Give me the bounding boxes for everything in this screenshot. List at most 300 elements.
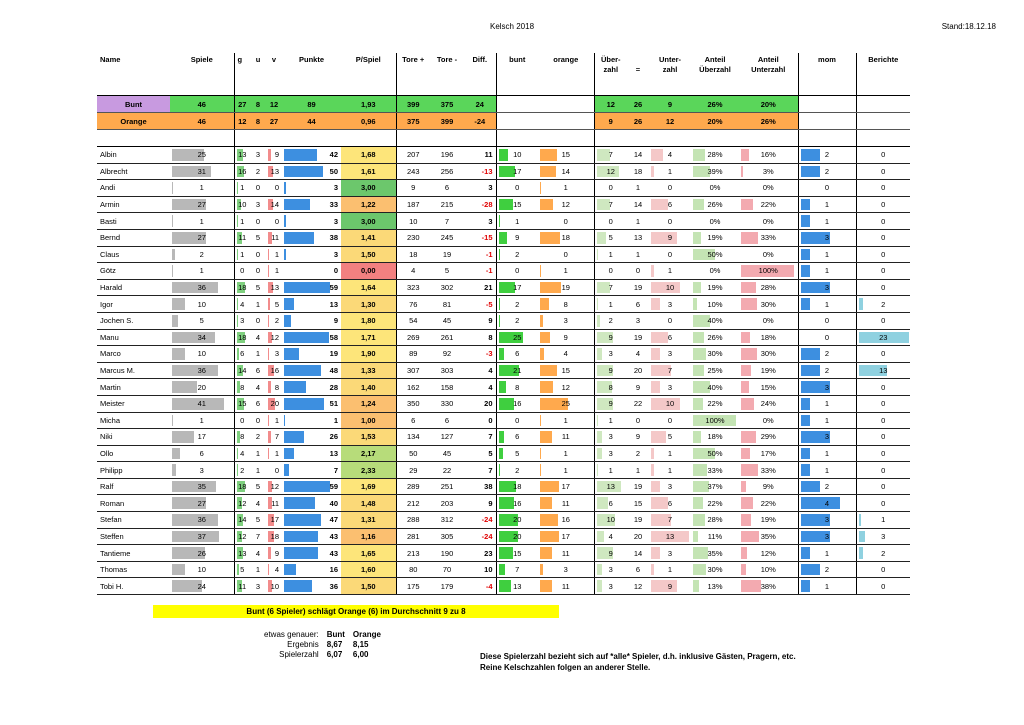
player-unterzahl-value: 4 bbox=[667, 150, 673, 160]
player-equal-value: 1 bbox=[635, 183, 641, 193]
player-mom bbox=[798, 229, 856, 246]
player-equal bbox=[627, 412, 649, 429]
player-anteil-unterzahl-bar bbox=[741, 381, 749, 393]
player-anteil-unterzahl-value: 35% bbox=[760, 531, 776, 541]
player-anteil-ueberzahl bbox=[691, 395, 739, 412]
player-anteil-unterzahl-value: 16% bbox=[760, 150, 776, 160]
player-berichte-value: 0 bbox=[881, 166, 886, 176]
comparison-header-bunt: Bunt bbox=[326, 630, 345, 639]
player-spiele-bar bbox=[172, 564, 185, 576]
player-anteil-ueberzahl-bar bbox=[693, 431, 701, 443]
player-spiele-value: 37 bbox=[197, 531, 206, 541]
player-berichte-bar bbox=[859, 531, 866, 543]
spacer-cell bbox=[97, 130, 170, 147]
player-diff bbox=[464, 279, 496, 296]
player-mom-bar bbox=[801, 265, 811, 277]
player-punkte bbox=[282, 478, 341, 495]
team-anteil-ueberzahl-value: 26% bbox=[707, 99, 723, 109]
player-tore-plus-value: 10 bbox=[409, 216, 418, 226]
player-ueberzahl bbox=[594, 578, 627, 595]
header-row bbox=[97, 53, 910, 96]
player-g-value: 4 bbox=[240, 299, 245, 309]
player-bunt-value: 21 bbox=[513, 366, 522, 376]
player-equal bbox=[627, 296, 649, 313]
player-spiele-bar bbox=[172, 481, 216, 493]
header-unterzahl: Unter-zahl bbox=[649, 53, 691, 96]
player-punkte bbox=[282, 229, 341, 246]
player-u-value: 0 bbox=[255, 249, 261, 259]
player-unterzahl bbox=[649, 512, 691, 529]
player-tore-minus bbox=[430, 478, 464, 495]
player-anteil-unterzahl-value: 19% bbox=[760, 366, 776, 376]
player-berichte bbox=[856, 545, 910, 562]
player-anteil-unterzahl-value: 0% bbox=[762, 183, 774, 193]
player-g bbox=[234, 478, 250, 495]
player-mom-bar bbox=[801, 564, 821, 576]
player-equal bbox=[627, 478, 649, 495]
player-punkte bbox=[282, 528, 341, 545]
player-u-value: 4 bbox=[255, 498, 261, 508]
player-ueberzahl-value: 13 bbox=[606, 482, 615, 492]
player-equal-value: 19 bbox=[633, 332, 643, 342]
player-ueberzahl-bar bbox=[597, 415, 599, 427]
player-orange bbox=[538, 180, 594, 197]
player-tore-minus-value: 81 bbox=[442, 299, 452, 309]
player-row bbox=[97, 346, 910, 363]
player-u bbox=[250, 495, 266, 512]
team-berichte bbox=[856, 96, 910, 113]
player-v-value: 10 bbox=[270, 581, 279, 591]
player-v-value: 9 bbox=[274, 548, 279, 558]
player-row bbox=[97, 512, 910, 529]
player-diff bbox=[464, 379, 496, 396]
team-punkte-value: 89 bbox=[307, 99, 316, 109]
player-name bbox=[97, 229, 170, 246]
player-diff-value: 0 bbox=[488, 415, 493, 425]
player-pspiel bbox=[341, 246, 396, 263]
player-unterzahl-value: 6 bbox=[667, 498, 673, 508]
player-anteil-ueberzahl bbox=[691, 147, 739, 164]
player-anteil-ueberzahl-bar bbox=[693, 298, 697, 310]
player-anteil-ueberzahl bbox=[691, 379, 739, 396]
player-equal bbox=[627, 362, 649, 379]
team-punkte bbox=[282, 96, 341, 113]
player-spiele-value: 34 bbox=[197, 332, 206, 342]
player-u bbox=[250, 462, 266, 479]
player-unterzahl-value: 6 bbox=[667, 332, 673, 342]
team-anteil-unterzahl bbox=[739, 113, 798, 130]
team-anteil-unterzahl-value: 26% bbox=[760, 116, 776, 126]
player-name-value: Armin bbox=[100, 200, 120, 210]
spacer-cell bbox=[430, 130, 464, 147]
player-punkte-value: 16 bbox=[329, 565, 338, 575]
player-bunt-bar bbox=[499, 564, 506, 576]
player-diff-value: -3 bbox=[485, 349, 493, 359]
player-v bbox=[266, 196, 282, 213]
player-tore-plus-value: 18 bbox=[409, 249, 418, 259]
player-bunt-value: 8 bbox=[515, 382, 520, 392]
player-tore-plus bbox=[396, 329, 430, 346]
spacer-cell bbox=[396, 130, 430, 147]
player-mom bbox=[798, 263, 856, 280]
player-g-value: 13 bbox=[238, 548, 247, 558]
player-anteil-ueberzahl bbox=[691, 462, 739, 479]
team-anteil-unterzahl bbox=[739, 96, 798, 113]
player-tore-minus-value: 190 bbox=[440, 548, 454, 558]
player-diff bbox=[464, 213, 496, 230]
player-pspiel bbox=[341, 312, 396, 329]
player-mom-value: 1 bbox=[824, 448, 830, 458]
player-orange-value: 17 bbox=[561, 482, 570, 492]
player-equal-value: 20 bbox=[633, 366, 643, 376]
player-berichte bbox=[856, 346, 910, 363]
player-tore-plus bbox=[396, 213, 430, 230]
team-unterzahl bbox=[649, 96, 691, 113]
player-unterzahl-bar bbox=[651, 265, 654, 277]
player-anteil-unterzahl-value: 10% bbox=[760, 565, 776, 575]
player-v-value: 5 bbox=[274, 299, 279, 309]
player-bunt-bar bbox=[499, 199, 514, 211]
player-tore-minus bbox=[430, 296, 464, 313]
player-mom-bar bbox=[801, 166, 821, 178]
header-diff: Diff. bbox=[464, 53, 496, 96]
player-pspiel bbox=[341, 429, 396, 446]
player-unterzahl-bar bbox=[651, 448, 654, 460]
player-g-value: 2 bbox=[240, 465, 245, 475]
player-mom bbox=[798, 213, 856, 230]
player-anteil-unterzahl-bar bbox=[741, 166, 743, 178]
player-berichte bbox=[856, 429, 910, 446]
player-name-value: Götz bbox=[100, 266, 116, 276]
player-name bbox=[97, 346, 170, 363]
player-tore-plus-value: 243 bbox=[406, 166, 420, 176]
player-punkte-bar bbox=[284, 315, 291, 327]
player-equal bbox=[627, 163, 649, 180]
team-unterzahl-value: 9 bbox=[667, 99, 673, 109]
player-u-value: 4 bbox=[255, 332, 261, 342]
player-orange-value: 8 bbox=[563, 299, 568, 309]
player-equal-value: 19 bbox=[633, 482, 643, 492]
player-pspiel bbox=[341, 329, 396, 346]
player-tore-minus-value: 5 bbox=[444, 266, 450, 276]
player-tore-plus bbox=[396, 561, 430, 578]
player-punkte-value: 33 bbox=[329, 200, 338, 210]
player-tore-minus bbox=[430, 512, 464, 529]
player-u bbox=[250, 147, 266, 164]
player-bunt bbox=[496, 263, 538, 280]
player-anteil-ueberzahl-value: 30% bbox=[707, 349, 723, 359]
team-pspiel bbox=[341, 96, 396, 113]
player-bunt-value: 15 bbox=[513, 548, 522, 558]
player-orange-value: 3 bbox=[563, 316, 568, 326]
player-bunt-bar bbox=[499, 381, 507, 393]
player-ueberzahl-bar bbox=[597, 298, 599, 310]
player-ueberzahl-value: 3 bbox=[608, 581, 613, 591]
player-mom-bar bbox=[801, 215, 811, 227]
player-anteil-unterzahl-bar bbox=[741, 232, 758, 244]
player-name-value: Andi bbox=[100, 183, 116, 193]
player-g-bar bbox=[237, 564, 239, 576]
player-tore-minus bbox=[430, 263, 464, 280]
player-berichte-value: 23 bbox=[879, 332, 888, 342]
player-punkte bbox=[282, 429, 341, 446]
player-equal bbox=[627, 512, 649, 529]
spacer-cell bbox=[341, 130, 396, 147]
player-mom bbox=[798, 528, 856, 545]
team-equal bbox=[627, 113, 649, 130]
player-orange-value: 14 bbox=[561, 166, 570, 176]
player-row bbox=[97, 362, 910, 379]
player-punkte-bar bbox=[284, 348, 299, 360]
player-diff-value: -13 bbox=[481, 166, 493, 176]
player-g-value: 3 bbox=[240, 316, 245, 326]
player-g-value: 1 bbox=[240, 216, 245, 226]
player-anteil-ueberzahl-value: 35% bbox=[707, 548, 723, 558]
player-anteil-ueberzahl-value: 37% bbox=[707, 482, 723, 492]
player-equal-value: 1 bbox=[635, 249, 641, 259]
player-spiele bbox=[170, 528, 234, 545]
player-bunt bbox=[496, 362, 538, 379]
player-diff-value: -28 bbox=[481, 200, 493, 210]
player-g-value: 18 bbox=[238, 332, 247, 342]
player-anteil-ueberzahl bbox=[691, 163, 739, 180]
player-tore-plus bbox=[396, 445, 430, 462]
player-bunt-bar bbox=[499, 215, 500, 227]
player-anteil-ueberzahl-value: 28% bbox=[707, 150, 723, 160]
player-unterzahl-value: 5 bbox=[667, 432, 673, 442]
player-tore-plus bbox=[396, 180, 430, 197]
player-bunt bbox=[496, 296, 538, 313]
player-tore-plus-value: 89 bbox=[409, 349, 418, 359]
player-pspiel-value: 1,60 bbox=[360, 565, 376, 575]
team-diff bbox=[464, 96, 496, 113]
player-orange-bar bbox=[540, 497, 552, 509]
player-diff bbox=[464, 196, 496, 213]
player-name bbox=[97, 279, 170, 296]
player-diff-value: 23 bbox=[484, 548, 493, 558]
player-spiele bbox=[170, 412, 234, 429]
player-bunt-value: 10 bbox=[513, 150, 522, 160]
player-pspiel bbox=[341, 279, 396, 296]
player-orange-value: 11 bbox=[561, 432, 570, 442]
player-berichte bbox=[856, 196, 910, 213]
player-mom-value: 1 bbox=[824, 299, 830, 309]
player-name-value: Meister bbox=[100, 399, 125, 409]
player-bunt-value: 16 bbox=[513, 498, 522, 508]
player-unterzahl-value: 3 bbox=[667, 349, 673, 359]
player-tore-plus bbox=[396, 312, 430, 329]
player-berichte-value: 2 bbox=[881, 548, 886, 558]
team-v-value: 27 bbox=[269, 116, 279, 126]
player-berichte-value: 0 bbox=[881, 448, 886, 458]
player-v bbox=[266, 163, 282, 180]
player-equal bbox=[627, 395, 649, 412]
player-anteil-unterzahl-bar bbox=[741, 464, 758, 476]
team-ueberzahl-value: 12 bbox=[606, 99, 615, 109]
player-v bbox=[266, 445, 282, 462]
player-ueberzahl-bar bbox=[597, 149, 610, 161]
player-anteil-unterzahl-bar bbox=[741, 431, 756, 443]
player-anteil-ueberzahl-bar bbox=[693, 514, 705, 526]
player-diff-value: 4 bbox=[488, 382, 493, 392]
player-tore-minus-value: 7 bbox=[444, 216, 450, 226]
player-equal-value: 19 bbox=[633, 515, 643, 525]
player-spiele bbox=[170, 163, 234, 180]
spacer-cell bbox=[496, 130, 538, 147]
player-g bbox=[234, 578, 250, 595]
player-equal-value: 15 bbox=[633, 498, 643, 508]
player-ueberzahl-value: 8 bbox=[608, 382, 613, 392]
player-orange-bar bbox=[540, 199, 553, 211]
player-g-value: 10 bbox=[238, 200, 247, 210]
player-ueberzahl-bar bbox=[597, 199, 610, 211]
player-punkte-value: 59 bbox=[329, 283, 338, 293]
player-unterzahl bbox=[649, 346, 691, 363]
player-punkte-value: 59 bbox=[329, 482, 338, 492]
player-anteil-ueberzahl-value: 13% bbox=[707, 581, 723, 591]
player-spiele-value: 36 bbox=[197, 283, 206, 293]
player-unterzahl-bar bbox=[651, 298, 660, 310]
header-v: v bbox=[266, 53, 282, 96]
player-punkte-bar bbox=[284, 199, 310, 211]
team-u bbox=[250, 96, 266, 113]
team-tore-plus-value: 399 bbox=[406, 99, 420, 109]
player-pspiel-value: 1,65 bbox=[360, 548, 376, 558]
player-name-value: Tantieme bbox=[100, 548, 131, 558]
player-berichte-value: 0 bbox=[881, 216, 886, 226]
team-g-value: 27 bbox=[238, 99, 247, 109]
player-equal bbox=[627, 279, 649, 296]
player-tore-plus-value: 4 bbox=[411, 266, 416, 276]
player-u bbox=[250, 412, 266, 429]
player-anteil-ueberzahl bbox=[691, 312, 739, 329]
player-spiele bbox=[170, 329, 234, 346]
player-spiele-bar bbox=[172, 464, 176, 476]
player-v bbox=[266, 229, 282, 246]
player-bunt-value: 2 bbox=[515, 465, 520, 475]
player-bunt-value: 18 bbox=[513, 482, 522, 492]
player-u bbox=[250, 263, 266, 280]
player-mom-value: 0 bbox=[824, 316, 830, 326]
player-g bbox=[234, 512, 250, 529]
player-punkte bbox=[282, 329, 341, 346]
player-name bbox=[97, 196, 170, 213]
player-equal-value: 4 bbox=[635, 349, 641, 359]
player-anteil-unterzahl bbox=[739, 180, 798, 197]
player-spiele-value: 26 bbox=[197, 548, 206, 558]
player-unterzahl-value: 10 bbox=[665, 399, 675, 409]
player-bunt-value: 15 bbox=[513, 200, 522, 210]
player-tore-minus-value: 215 bbox=[440, 200, 454, 210]
team-name bbox=[97, 96, 170, 113]
player-tore-minus-value: 302 bbox=[440, 283, 454, 293]
team-tore-minus bbox=[430, 113, 464, 130]
player-diff-value: 21 bbox=[484, 283, 493, 293]
player-orange bbox=[538, 429, 594, 446]
player-spiele bbox=[170, 296, 234, 313]
player-spiele bbox=[170, 395, 234, 412]
player-tore-minus bbox=[430, 346, 464, 363]
player-spiele bbox=[170, 213, 234, 230]
player-equal bbox=[627, 196, 649, 213]
player-row bbox=[97, 229, 910, 246]
player-diff bbox=[464, 512, 496, 529]
player-name-value: Basti bbox=[100, 216, 117, 226]
player-ueberzahl-value: 12 bbox=[606, 166, 615, 176]
player-punkte bbox=[282, 578, 341, 595]
header-mom: mom bbox=[798, 53, 856, 96]
player-tore-plus bbox=[396, 279, 430, 296]
player-anteil-unterzahl-bar bbox=[741, 348, 757, 360]
player-spiele-value: 2 bbox=[199, 249, 204, 259]
player-bunt-value: 0 bbox=[515, 415, 520, 425]
team-name bbox=[97, 113, 170, 130]
player-name-value: Tobi H. bbox=[100, 581, 124, 591]
player-g-bar bbox=[237, 348, 240, 360]
player-ueberzahl-value: 3 bbox=[608, 349, 613, 359]
player-ueberzahl-value: 3 bbox=[608, 448, 613, 458]
player-diff bbox=[464, 445, 496, 462]
player-tore-minus-value: 158 bbox=[440, 382, 454, 392]
player-punkte bbox=[282, 561, 341, 578]
player-pspiel bbox=[341, 528, 396, 545]
player-row bbox=[97, 279, 910, 296]
team-u bbox=[250, 113, 266, 130]
player-equal bbox=[627, 462, 649, 479]
player-unterzahl-bar bbox=[651, 580, 677, 592]
player-name-value: Roman bbox=[100, 498, 125, 508]
player-mom-bar bbox=[801, 415, 811, 427]
player-u bbox=[250, 545, 266, 562]
player-mom-value: 1 bbox=[824, 216, 830, 226]
comparison-spielerzahl-orange: 6,00 bbox=[352, 650, 369, 659]
player-g-value: 8 bbox=[240, 432, 245, 442]
player-v bbox=[266, 545, 282, 562]
player-equal bbox=[627, 495, 649, 512]
player-equal bbox=[627, 246, 649, 263]
player-anteil-unterzahl-value: 22% bbox=[760, 498, 776, 508]
player-berichte-value: 0 bbox=[881, 233, 886, 243]
player-row bbox=[97, 395, 910, 412]
player-punkte-bar bbox=[284, 448, 294, 460]
player-bunt-value: 17 bbox=[513, 166, 522, 176]
player-berichte bbox=[856, 379, 910, 396]
player-u bbox=[250, 213, 266, 230]
player-row bbox=[97, 429, 910, 446]
player-punkte-value: 0 bbox=[333, 266, 338, 276]
player-u bbox=[250, 528, 266, 545]
player-berichte bbox=[856, 395, 910, 412]
player-anteil-unterzahl bbox=[739, 312, 798, 329]
player-diff bbox=[464, 528, 496, 545]
player-tore-plus bbox=[396, 478, 430, 495]
player-unterzahl-bar bbox=[651, 481, 660, 493]
player-anteil-unterzahl bbox=[739, 263, 798, 280]
player-orange bbox=[538, 495, 594, 512]
player-mom-bar bbox=[801, 547, 811, 559]
player-mom bbox=[798, 578, 856, 595]
player-orange bbox=[538, 462, 594, 479]
team-tore-minus bbox=[430, 96, 464, 113]
player-spiele bbox=[170, 312, 234, 329]
player-diff-value: 9 bbox=[488, 316, 493, 326]
player-anteil-ueberzahl bbox=[691, 263, 739, 280]
player-spiele-value: 1 bbox=[199, 183, 204, 193]
player-anteil-ueberzahl bbox=[691, 429, 739, 446]
player-pspiel-value: 1,16 bbox=[360, 531, 376, 541]
player-name bbox=[97, 512, 170, 529]
player-mom-value: 1 bbox=[824, 266, 830, 276]
